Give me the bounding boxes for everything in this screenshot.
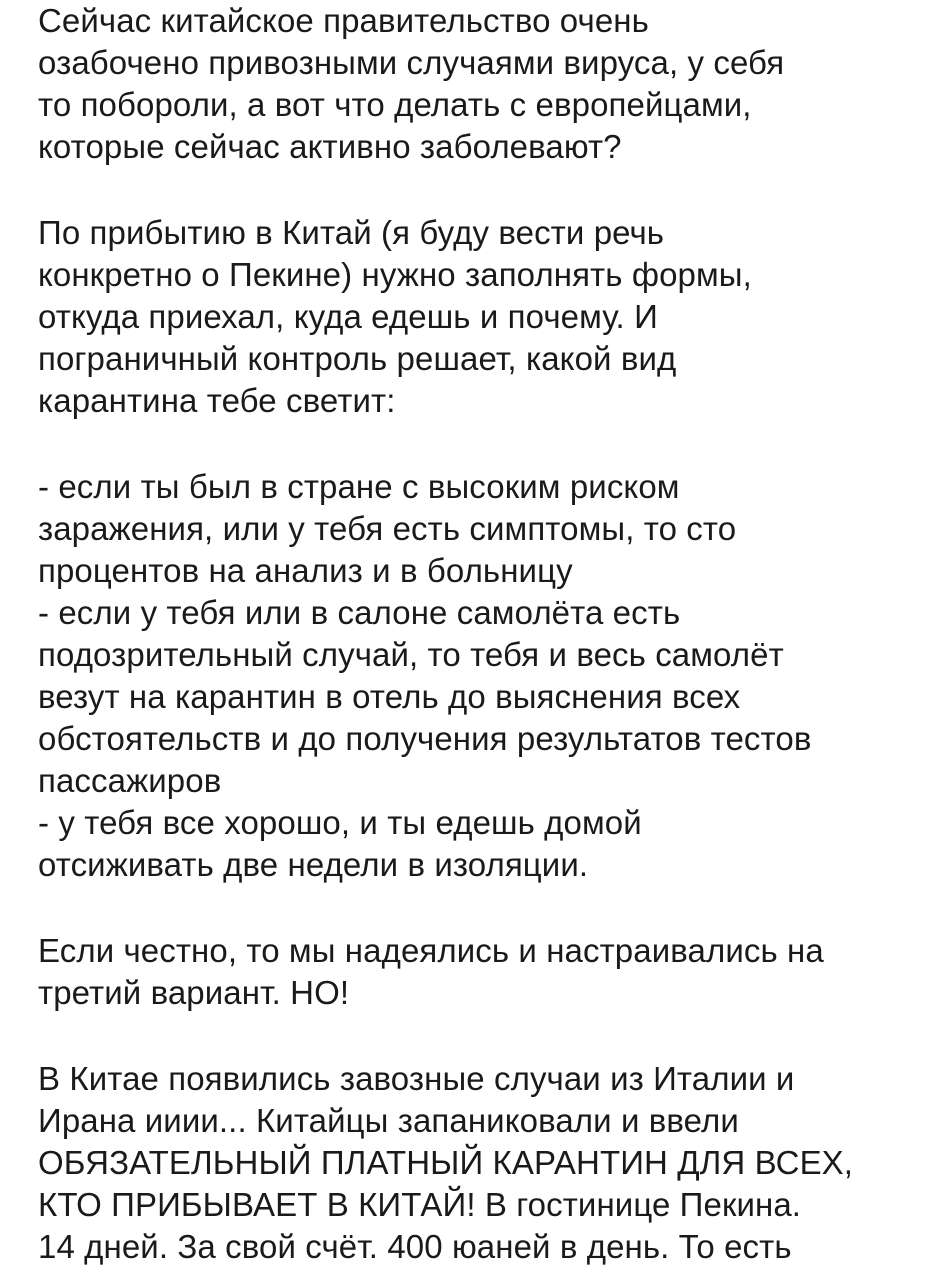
paragraph-gap: [38, 168, 938, 212]
paragraph-gap: [38, 1014, 938, 1058]
paragraph: [38, 212, 938, 422]
text-line: КТО ПРИБЫВАЕТ В КИТАЙ! В гостинице Пекина.: [38, 1186, 802, 1223]
text-line: третий вариант. НО!: [38, 974, 350, 1011]
text-line: По прибытию в Китай (я буду вести речь: [38, 214, 665, 251]
paragraph: [38, 1058, 938, 1268]
text-line: откуда приехал, куда едешь и почему. И: [38, 298, 658, 335]
text-line: карантина тебе светит:: [38, 382, 396, 419]
text-line: которые сейчас активно заболевают?: [38, 128, 622, 165]
text-line: - если ты был в стране с высоким риском: [38, 468, 680, 505]
text-line: обстоятельств и до получения результатов тестов: [38, 720, 812, 757]
text-line: заражения, или у тебя есть симптомы, то сто: [38, 510, 737, 547]
text-line: 14 дней. За свой счёт. 400 юаней в день. То есть: [38, 1228, 792, 1265]
text-line: В Китае появились завозные случаи из Италии и: [38, 1060, 795, 1097]
text-line: - если у тебя или в салоне самолёта есть: [38, 594, 681, 631]
text-line: конкретно о Пекине) нужно заполнять формы,: [38, 256, 752, 293]
text-line: Сейчас китайское правительство очень: [38, 2, 649, 39]
paragraph: [38, 930, 938, 1014]
text-line: Ирана ииии... Китайцы запаниковали и ввели: [38, 1102, 739, 1139]
text-line: пограничный контроль решает, какой вид: [38, 340, 677, 377]
text-line: везут на карантин в отель до выяснения всех: [38, 678, 741, 715]
paragraph: [38, 0, 938, 168]
text-line: то побороли, а вот что делать с европейцами,: [38, 86, 752, 123]
text-line: процентов на анализ и в больницу: [38, 552, 573, 589]
text-line: пассажиров: [38, 762, 222, 799]
text-line: Если честно, то мы надеялись и настраивались на: [38, 932, 824, 969]
text-line: подозрительный случай, то тебя и весь самолёт: [38, 636, 784, 673]
text-line: - у тебя все хорошо, и ты едешь домой: [38, 804, 642, 841]
paragraph-gap: [38, 886, 938, 930]
document-text: [38, 0, 938, 1268]
text-line: ОБЯЗАТЕЛЬНЫЙ ПЛАТНЫЙ КАРАНТИН ДЛЯ ВСЕХ,: [38, 1144, 854, 1181]
paragraph-gap: [38, 422, 938, 466]
text-line: озабочено привозными случаями вируса, у себя: [38, 44, 785, 81]
text-line: отсиживать две недели в изоляции.: [38, 846, 589, 883]
quarantine-options-list: [38, 466, 938, 886]
